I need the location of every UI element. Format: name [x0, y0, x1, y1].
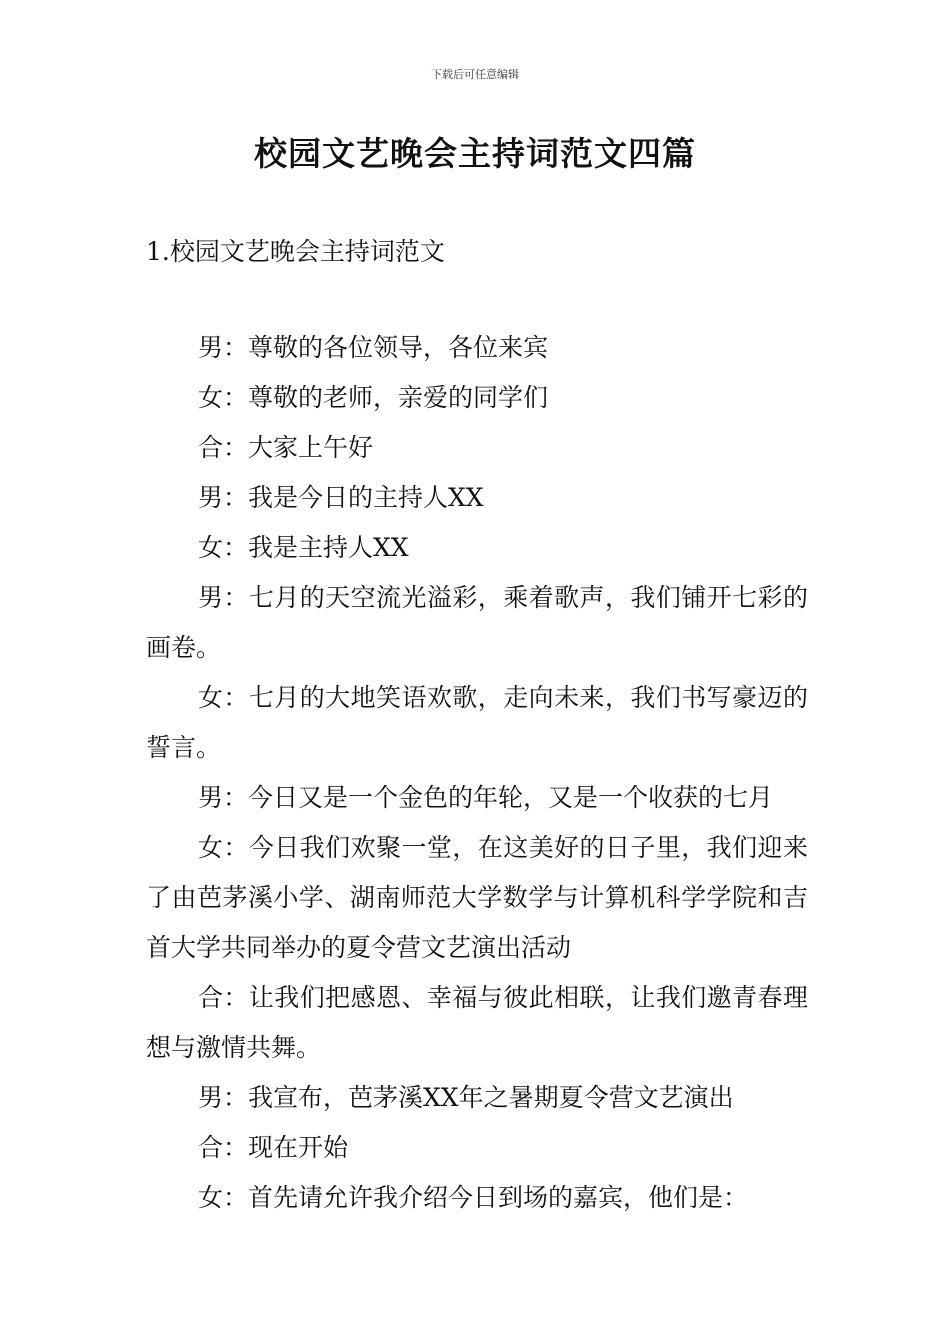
paragraph: 女：我是主持人XX	[198, 533, 409, 562]
section-heading: 1.校园文艺晚会主持词范文	[146, 237, 445, 266]
paragraph: 男：七月的天空流光溢彩，乘着歌声，我们铺开七彩的画卷。	[146, 583, 808, 662]
paragraph: 合：现在开始	[198, 1133, 349, 1162]
paragraph: 女：七月的大地笑语欢歌，走向未来，我们书写豪迈的誓言。	[146, 683, 808, 762]
body-text	[146, 323, 808, 1223]
paragraph: 合：大家上午好	[198, 433, 374, 462]
paragraph: 男：尊敬的各位领导，各位来宾	[198, 333, 549, 362]
paragraph: 男：今日又是一个金色的年轮，又是一个收获的七月	[198, 783, 774, 812]
paragraph: 男：我宣布，芭茅溪XX年之暑期夏令营文艺演出	[198, 1083, 734, 1112]
paragraph: 男：我是今日的主持人XX	[198, 483, 484, 512]
page-header-note: 下载后可任意编辑	[431, 68, 519, 81]
paragraph: 女：首先请允许我介绍今日到场的嘉宾，他们是：	[198, 1183, 749, 1212]
paragraph: 女：今日我们欢聚一堂，在这美好的日子里，我们迎来了由芭茅溪小学、湖南师范大学数学与计算机科学学院和吉首大学共同举办的夏令营文艺演出活动	[146, 833, 808, 962]
document-title: 校园文艺晚会主持词范文四篇	[254, 134, 696, 173]
paragraph: 女：尊敬的老师，亲爱的同学们	[198, 383, 549, 412]
paragraph: 合：让我们把感恩、幸福与彼此相联，让我们邀青春理想与激情共舞。	[146, 983, 808, 1062]
